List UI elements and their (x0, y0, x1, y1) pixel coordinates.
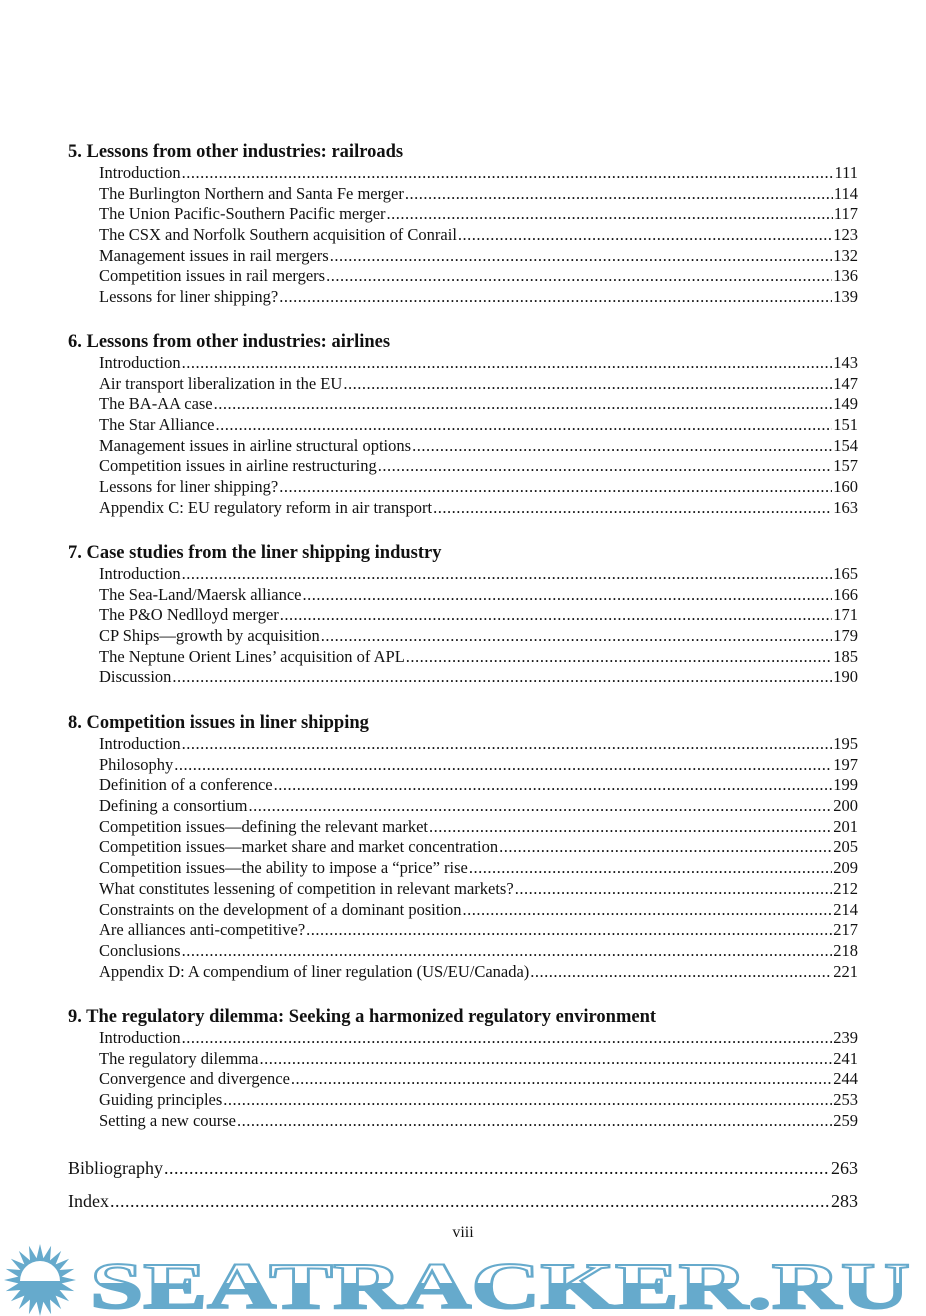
toc-entry[interactable] (99, 266, 858, 287)
toc-entry[interactable] (99, 436, 858, 457)
dot-leader (274, 775, 833, 796)
toc-entry[interactable] (99, 477, 858, 498)
entry-title: Defining a consortium (99, 796, 248, 816)
toc-entry[interactable] (99, 204, 858, 225)
toc-entry[interactable] (99, 837, 858, 858)
entry-title: Index (68, 1191, 109, 1211)
page-ref: 132 (833, 245, 858, 265)
page-ref: 209 (833, 858, 858, 878)
entry-title: The Union Pacific-Southern Pacific merger (99, 204, 386, 224)
toc-entry[interactable] (99, 647, 858, 668)
entry-title: Appendix C: EU regulatory reform in air transport (99, 497, 433, 517)
page-ref: 212 (833, 878, 858, 898)
page-ref: 218 (833, 940, 858, 960)
toc-entry[interactable] (99, 1069, 858, 1090)
toc-entry[interactable] (99, 605, 858, 626)
toc-entry[interactable] (99, 817, 858, 838)
entry-title: Constraints on the development of a dominant position (99, 899, 462, 919)
chapter-section (68, 542, 858, 688)
dot-leader (291, 1069, 832, 1090)
chapter-heading: 6. Lessons from other industries: airlines (68, 332, 391, 352)
page-ref: 185 (833, 646, 858, 666)
dot-leader (429, 817, 832, 838)
dot-leader (174, 755, 832, 776)
dot-leader (458, 225, 832, 246)
toc-entry[interactable] (99, 225, 858, 246)
entry-title: Setting a new course (99, 1110, 237, 1130)
page-ref: 200 (833, 796, 858, 816)
page-ref: 217 (833, 920, 858, 940)
chapter-heading: 9. The regulatory dilemma: Seeking a harmonized regulatory environment (68, 1007, 657, 1027)
page-ref: 149 (833, 394, 858, 414)
toc-entry[interactable] (99, 564, 858, 585)
chapter-section (68, 141, 858, 308)
dot-leader (321, 626, 832, 647)
page-ref: 179 (833, 626, 858, 646)
dot-leader (182, 1028, 833, 1049)
page-ref: 259 (833, 1110, 858, 1130)
toc-entry[interactable] (99, 246, 858, 267)
dot-leader (164, 1157, 830, 1179)
dot-leader (405, 184, 833, 205)
entry-title: The Burlington Northern and Santa Fe merger (99, 183, 404, 203)
dot-leader (530, 962, 832, 983)
dot-leader (326, 266, 832, 287)
page-ref: 160 (833, 477, 858, 497)
page-ref: 139 (833, 287, 858, 307)
entry-title: Management issues in rail mergers (99, 245, 329, 265)
dot-leader (306, 920, 832, 941)
entry-title: Are alliances anti-competitive? (99, 920, 306, 940)
dot-leader (463, 900, 833, 921)
toc-entry[interactable] (99, 1111, 858, 1132)
entry-title: Introduction (99, 163, 181, 182)
dot-leader (406, 647, 832, 668)
toc-entry[interactable] (99, 287, 858, 308)
page-ref: 239 (833, 1028, 858, 1047)
toc-entry[interactable] (99, 184, 858, 205)
page-ref: 190 (833, 667, 858, 687)
page-ref: 171 (833, 605, 858, 625)
dot-leader (182, 353, 833, 374)
dot-leader (237, 1111, 832, 1132)
dot-leader (172, 667, 832, 688)
entry-title: Bibliography (68, 1158, 163, 1178)
entry-title: The Neptune Orient Lines’ acquisition of APL (99, 646, 405, 666)
page-ref: 197 (833, 754, 858, 774)
page-ref: 163 (833, 497, 858, 517)
entry-title: Philosophy (99, 754, 174, 774)
toc-entry[interactable] (99, 626, 858, 647)
dot-leader (182, 564, 833, 585)
page-ref: 166 (833, 584, 858, 604)
dot-leader (330, 246, 833, 267)
back-matter (68, 1157, 858, 1223)
page-ref: 147 (833, 373, 858, 393)
entry-title: The Star Alliance (99, 415, 215, 435)
page-ref: 221 (833, 961, 858, 981)
entry-title: Lessons for liner shipping? (99, 287, 279, 307)
toc-entry[interactable] (99, 1049, 858, 1070)
page-ref: 151 (833, 415, 858, 435)
page-ref: 253 (833, 1090, 858, 1110)
page-ref: 195 (833, 734, 858, 753)
dot-leader (182, 941, 833, 962)
dot-leader (110, 1190, 830, 1212)
toc-entry[interactable] (99, 585, 858, 606)
dot-leader (343, 374, 832, 395)
dot-leader (223, 1090, 832, 1111)
entry-title: Lessons for liner shipping? (99, 477, 279, 497)
toc-entry[interactable] (99, 734, 858, 755)
dot-leader (214, 394, 833, 415)
dot-leader (259, 1049, 832, 1070)
dot-leader (182, 163, 834, 184)
toc-entry[interactable] (99, 900, 858, 921)
entry-title: Convergence and divergence (99, 1069, 290, 1089)
toc-entry[interactable] (99, 374, 858, 395)
entry-title: Introduction (99, 1028, 181, 1047)
dot-leader (248, 796, 832, 817)
entry-title: Competition issues in rail mergers (99, 266, 326, 286)
dot-leader (280, 605, 832, 626)
page-number: viii (452, 1224, 474, 1241)
chapter-section (68, 712, 858, 982)
dot-leader (499, 837, 832, 858)
chapter-section (68, 331, 858, 519)
toc-entry[interactable] (99, 775, 858, 796)
dot-leader (378, 456, 833, 477)
page-ref: 241 (833, 1048, 858, 1068)
entry-title: The P&O Nedlloyd merger (99, 605, 279, 625)
page-ref: 111 (834, 163, 858, 182)
entry-title: Introduction (99, 564, 181, 583)
dot-leader (182, 734, 833, 755)
page-ref: 263 (831, 1158, 858, 1178)
dot-leader (515, 879, 833, 900)
chapter-heading: 5. Lessons from other industries: railroads (68, 142, 404, 162)
toc-entry[interactable] (99, 415, 858, 436)
page-ref: 165 (833, 564, 858, 583)
toc-entry[interactable] (99, 394, 858, 415)
page-ref: 117 (833, 204, 858, 224)
page-ref: 123 (833, 225, 858, 245)
toc-entry[interactable] (68, 1190, 858, 1223)
toc-entry[interactable] (99, 755, 858, 776)
entry-title: The regulatory dilemma (99, 1048, 259, 1068)
entry-title: The CSX and Norfolk Southern acquisition of Conrail (99, 225, 457, 245)
entry-title: Introduction (99, 734, 181, 753)
toc-entry[interactable] (99, 796, 858, 817)
toc-entry[interactable] (99, 941, 858, 962)
entry-title: Guiding principles (99, 1090, 223, 1110)
page-ref: 201 (833, 816, 858, 836)
page-ref: 154 (833, 435, 858, 455)
dot-leader (215, 415, 832, 436)
page-ref: 136 (833, 266, 858, 286)
entry-title: Definition of a conference (99, 775, 273, 795)
toc-entry[interactable] (99, 962, 858, 983)
watermark-text: SEATRACKER.RU (90, 1250, 910, 1316)
toc-entry[interactable] (99, 163, 858, 184)
page-ref: 214 (833, 899, 858, 919)
entry-title: Competition issues in airline restructuring (99, 456, 377, 476)
entry-title: Introduction (99, 353, 181, 372)
dot-leader (279, 287, 832, 308)
page-ref: 205 (833, 837, 858, 857)
toc-entry[interactable] (99, 858, 858, 879)
sun-icon (4, 1244, 76, 1316)
entry-title: What constitutes lessening of competition in relevant markets? (99, 878, 514, 898)
page-ref: 143 (833, 353, 858, 372)
entry-title: Conclusions (99, 940, 181, 960)
dot-leader (469, 858, 832, 879)
toc-entry[interactable] (99, 353, 858, 374)
entry-title: The BA-AA case (99, 394, 213, 414)
entry-title: CP Ships—growth by acquisition (99, 626, 320, 646)
entry-title: Competition issues—defining the relevant market (99, 816, 429, 836)
chapter-section (68, 1006, 858, 1131)
entry-title: Air transport liberalization in the EU (99, 373, 343, 393)
chapter-heading: 7. Case studies from the liner shipping industry (68, 543, 442, 563)
toc-entry[interactable] (68, 1157, 858, 1190)
chapter-heading: 8. Competition issues in liner shipping (68, 713, 369, 733)
page-ref: 283 (831, 1191, 858, 1211)
toc-entry[interactable] (99, 667, 858, 688)
dot-leader (387, 204, 833, 225)
page-ref: 199 (833, 775, 858, 795)
entry-title: Discussion (99, 667, 172, 687)
toc-entry[interactable] (99, 1090, 858, 1111)
dot-leader (303, 585, 833, 606)
entry-title: The Sea-Land/Maersk alliance (99, 584, 302, 604)
toc-entry[interactable] (99, 920, 858, 941)
page-ref: 244 (833, 1069, 858, 1089)
page-ref: 114 (833, 183, 858, 203)
entry-title: Management issues in airline structural options (99, 435, 412, 455)
dot-leader (279, 477, 832, 498)
entry-title: Appendix D: A compendium of liner regulation (US/EU/Canada) (99, 961, 530, 981)
dot-leader (412, 436, 832, 457)
toc-entry[interactable] (99, 456, 858, 477)
dot-leader (433, 498, 832, 519)
toc-entry[interactable] (99, 879, 858, 900)
watermark-logo (0, 1244, 926, 1316)
page-ref: 157 (833, 456, 858, 476)
entry-title: Competition issues—the ability to impose a “price” rise (99, 858, 468, 878)
toc-entry[interactable] (99, 498, 858, 519)
entry-title: Competition issues—market share and market concentration (99, 837, 499, 857)
toc-entry[interactable] (99, 1028, 858, 1049)
